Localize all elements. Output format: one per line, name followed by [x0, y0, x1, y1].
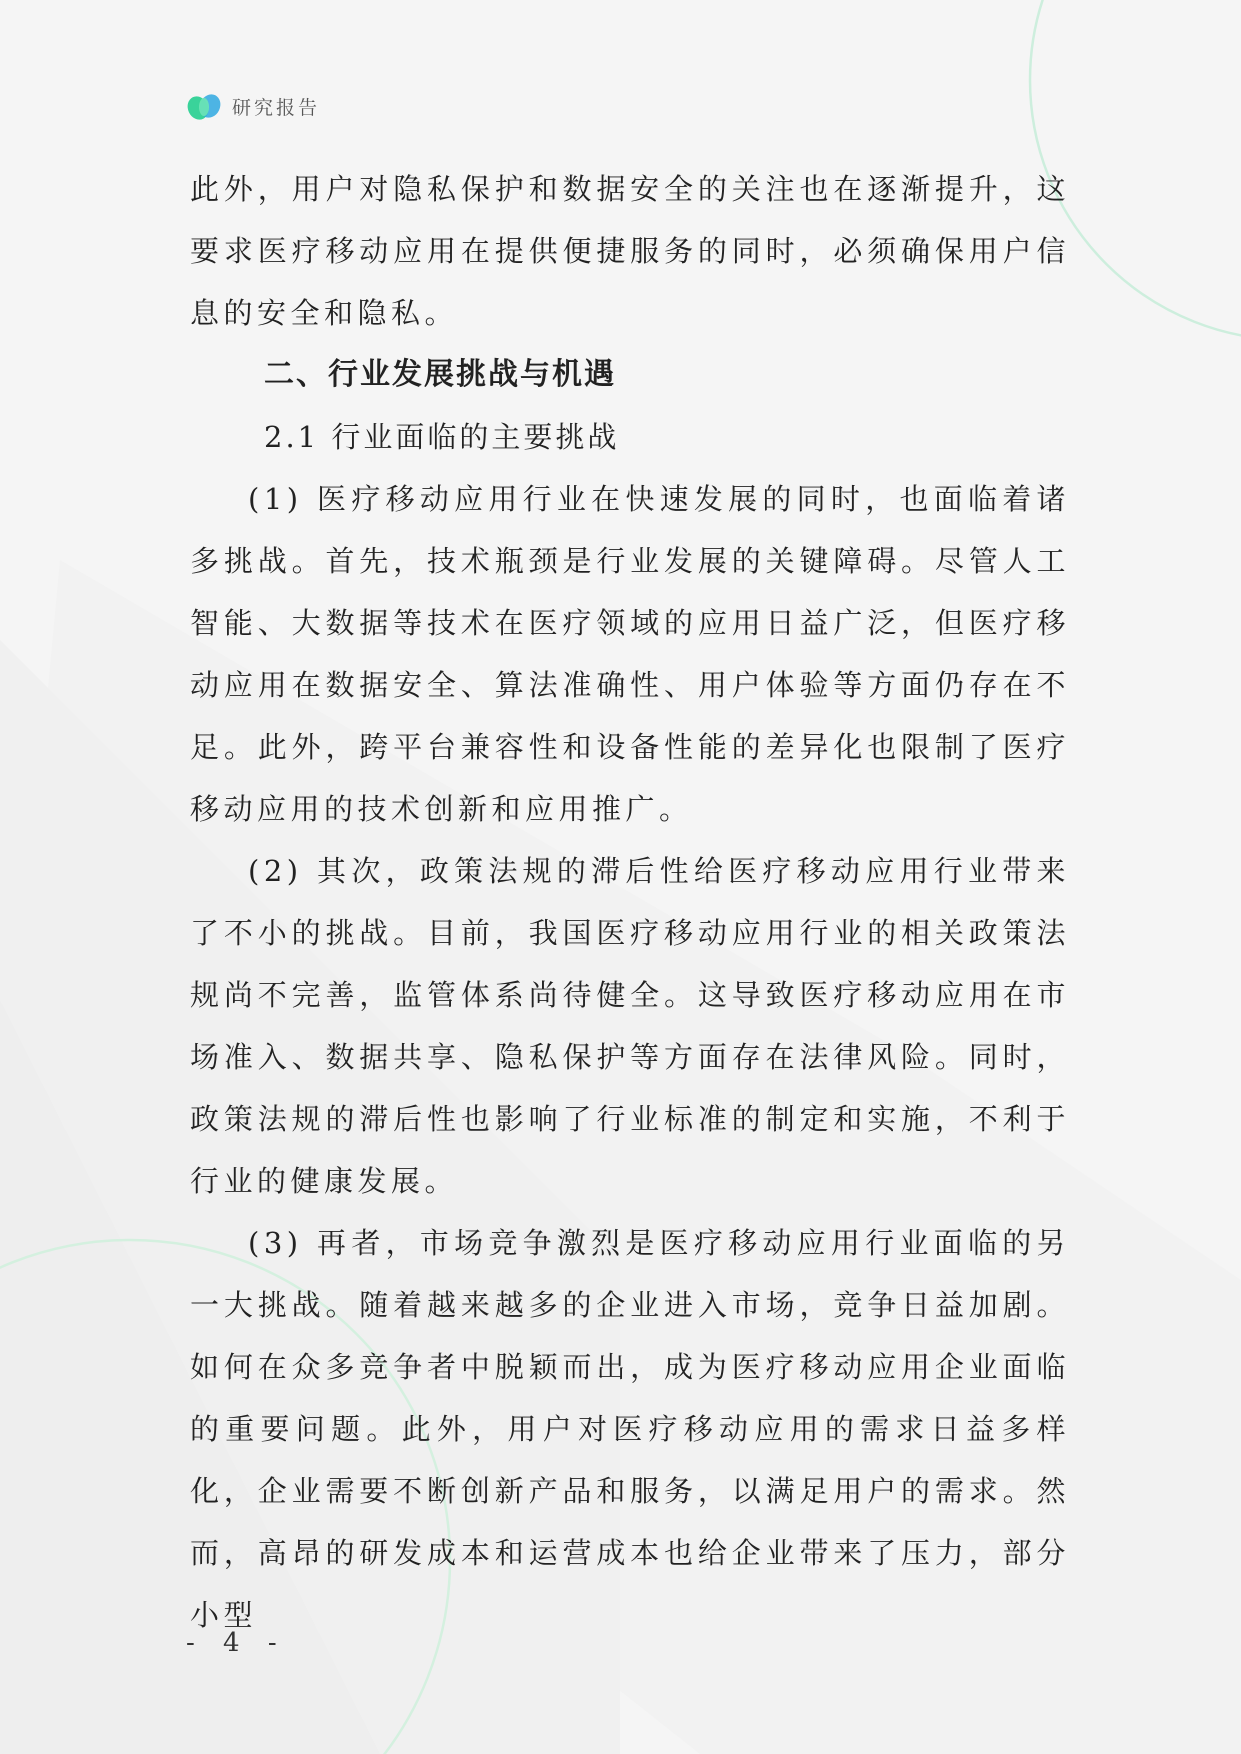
- paragraph-3: (3) 再者，市场竞争激烈是医疗移动应用行业面临的另一大挑战。随着越来越多的企业进入市场，竞争日益加剧。如何在众多竞争者中脱颖而出，成为医疗移动应用企业面临的重要问题。此外，用户对医疗移动应用的需求日益多样化，企业需要不断创新产品和服务，以满足用户的需求。然而，高昂的研发成本和运营成本也给企业带来了压力，部分小型: [190, 1226, 1070, 1632]
- paragraph-continuation: 此外，用户对隐私保护和数据安全的关注也在逐渐提升，这要求医疗移动应用在提供便捷服务的同时，必须确保用户信息的安全和隐私。: [190, 172, 1070, 330]
- section-heading: 二、行业发展挑战与机遇: [264, 357, 616, 392]
- paragraph-1: (1) 医疗移动应用行业在快速发展的同时，也面临着诸多挑战。首先，技术瓶颈是行业发展的关键障碍。尽管人工智能、大数据等技术在医疗领域的应用日益广泛，但医疗移动应用在数据安全、算法准确性、用户体验等方面仍存在不足。此外，跨平台兼容性和设备性能的差异化也限制了医疗移动应用的技术创新和应用推广。: [190, 482, 1070, 826]
- subsection-heading: 2.1 行业面临的主要挑战: [264, 420, 620, 454]
- header-label: 研究报告: [232, 96, 321, 119]
- report-logo-icon: [186, 90, 222, 122]
- document-body: [190, 158, 1070, 1646]
- paragraph-2: (2) 其次，政策法规的滞后性给医疗移动应用行业带来了不小的挑战。目前，我国医疗移动应用行业的相关政策法规尚不完善，监管体系尚待健全。这导致医疗移动应用在市场准入、数据共享、隐私保护等方面存在法律风险。同时，政策法规的滞后性也影响了行业标准的制定和实施，不利于行业的健康发展。: [190, 854, 1070, 1198]
- report-header: [186, 88, 320, 124]
- page-number: - 4 -: [186, 1628, 287, 1658]
